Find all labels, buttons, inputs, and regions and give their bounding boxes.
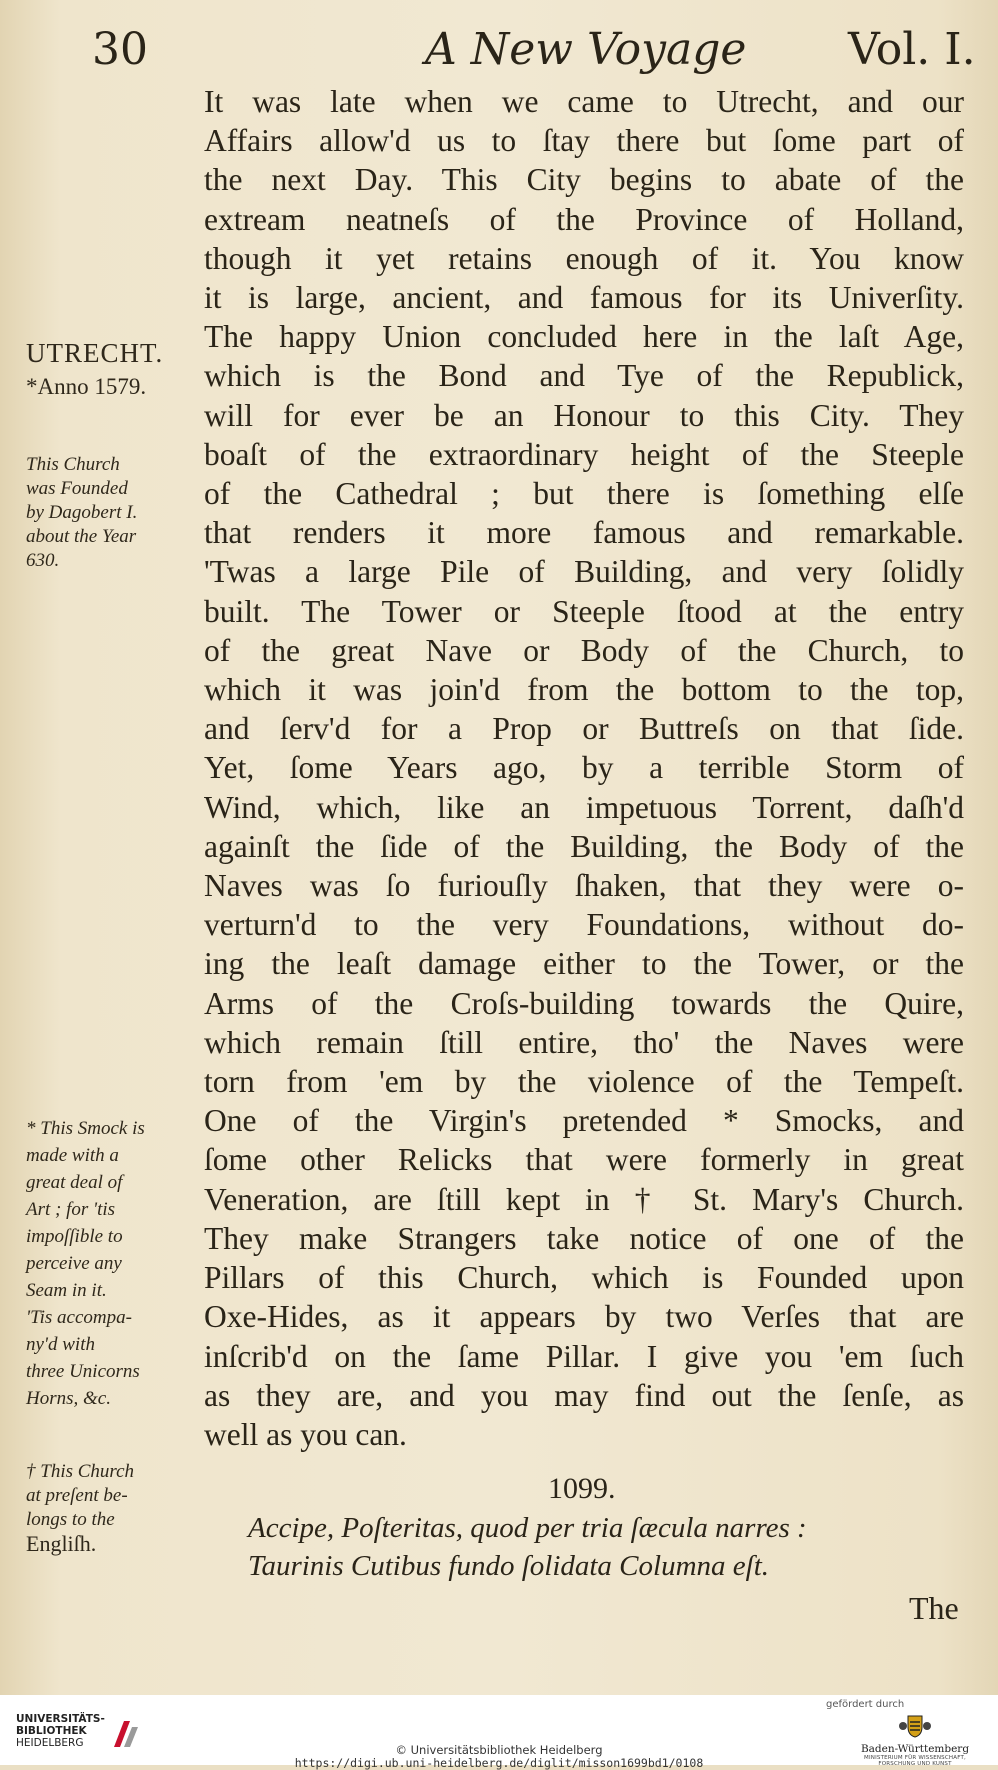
body-line: inſcrib'd on the ſame Pillar. I give you 'em ſuch: [204, 1338, 964, 1374]
permalink-url[interactable]: https://digi.ub.uni-heidelberg.de/diglit/misson1699bd1/0108: [294, 1756, 704, 1770]
margin-line: Horns, &c.: [26, 1388, 111, 1409]
margin-line: was Founded: [26, 478, 128, 499]
body-line: Veneration, are ſtill kept in † St. Mary's Church.: [204, 1181, 964, 1217]
body-line: One of the Virgin's pretended * Smocks, and: [204, 1103, 964, 1139]
logo-line: UNIVERSITÄTS-: [16, 1713, 105, 1725]
margin-note-church-founded: [26, 453, 204, 573]
body-line: of the Cathedral ; but there is ſomething elſe: [204, 476, 964, 512]
verse-line: Accipe, Poſteritas, quod per tria ſæcula narres :: [248, 1512, 807, 1544]
margin-line: longs to the: [26, 1509, 115, 1530]
margin-line: Engliſh.: [26, 1531, 97, 1556]
body-line: that renders it more famous and remarkable.: [204, 515, 964, 551]
logo-line: BIBLIOTHEK: [16, 1725, 87, 1737]
funder-logo[interactable]: [850, 1713, 980, 1767]
margin-line: Art ; for 'tis: [26, 1199, 116, 1220]
viewer-footer: [0, 1695, 998, 1770]
body-line: and ſerv'd for a Prop or Buttreſs on that ſide.: [204, 711, 964, 747]
margin-line: perceive any: [26, 1253, 122, 1274]
body-line: Arms of the Croſs-building towards the Quire,: [204, 985, 964, 1021]
copyright-notice: © Universitätsbibliothek Heidelberg: [395, 1743, 603, 1757]
body-line: Oxe-Hides, as it appears by two Verſes that are: [204, 1299, 964, 1335]
funder-name: Baden-Württemberg: [860, 1743, 970, 1755]
body-line: Naves was ſo furiouſly ſhaken, that they were o-: [204, 868, 964, 904]
margin-line: 630.: [26, 550, 60, 571]
running-title: A New Voyage: [425, 24, 747, 75]
body-line: Wind, which, like an impetuous Torrent, daſh'd: [204, 789, 964, 825]
margin-line: impoſſible to: [26, 1226, 123, 1247]
body-line: ſome other Relicks that were formerly in great: [204, 1142, 964, 1178]
body-line: of the great Nave or Body of the Church, to: [204, 632, 964, 668]
body-line: which remain ſtill entire, tho' the Naves were: [204, 1024, 964, 1060]
margin-line: three Unicorns: [26, 1361, 140, 1382]
body-line: extream neatneſs of the Province of Holland,: [204, 201, 964, 237]
catchword: The: [909, 1590, 959, 1626]
margin-line: at preſent be-: [26, 1485, 128, 1506]
body-line: as they are, and you may find out the ſenſe, as: [204, 1377, 964, 1413]
margin-line: great deal of: [26, 1172, 123, 1193]
body-line: It was late when we came to Utrecht, and our: [204, 84, 964, 119]
body-line: which it was join'd from the bottom to the top,: [204, 672, 964, 708]
margin-line: This Church: [26, 454, 120, 475]
body-line: well as you can.: [204, 1416, 407, 1452]
coat-of-arms-icon: [897, 1713, 933, 1739]
funder-subtitle: MINISTERIUM FÜR WISSENSCHAFT, FORSCHUNG UND KUNST: [864, 1755, 966, 1767]
body-line: verturn'd to the very Foundations, without do-: [204, 907, 964, 943]
body-line: the next Day. This City begins to abate of the: [204, 162, 964, 198]
logo-line: HEIDELBERG: [16, 1737, 84, 1749]
verse-year: 1099.: [548, 1472, 616, 1505]
margin-line: by Dagobert I.: [26, 502, 138, 523]
margin-utrecht: UTRECHT.: [26, 338, 164, 368]
margin-line: about the Year: [26, 526, 137, 547]
volume-label: Vol. I.: [848, 24, 976, 75]
margin-note-smock: [26, 1115, 204, 1412]
body-line: Pillars of this Church, which is Founded upon: [204, 1260, 964, 1296]
body-line: will for ever be an Honour to this City. They: [204, 397, 964, 433]
margin-anno: *Anno 1579.: [26, 374, 147, 399]
body-line: torn from 'em by the violence of the Tempeſt.: [204, 1064, 964, 1100]
body-line: againſt the ſide of the Building, the Body of the: [204, 828, 964, 864]
page-header: [0, 18, 998, 78]
body-line: though it yet retains enough of it. You know: [204, 240, 964, 276]
margin-line: † This Church: [26, 1461, 135, 1482]
verse-line: Taurinis Cutibus fundo ſolidata Columna eſt.: [248, 1550, 770, 1582]
body-line: Affairs allow'd us to ſtay there but ſome part of: [204, 123, 964, 159]
body-line: ing the leaſt damage either to the Tower, or the: [204, 946, 964, 982]
body-line: The happy Union concluded here in the laſt Age,: [204, 319, 964, 355]
body-line: Yet, ſome Years ago, by a terrible Storm of: [204, 750, 964, 786]
body-line: built. The Tower or Steeple ſtood at the entry: [204, 593, 964, 629]
body-text: [204, 82, 964, 1454]
body-line: boaſt of the extraordinary height of the Steeple: [204, 436, 964, 472]
body-line: They make Strangers take notice of one of the: [204, 1220, 964, 1256]
page-number: 30: [92, 24, 148, 75]
margin-line: Seam in it.: [26, 1280, 107, 1301]
margin-line: * This Smock is: [26, 1118, 145, 1139]
margin-line: ny'd with: [26, 1334, 95, 1355]
body-line: which is the Bond and Tye of the Republick,: [204, 358, 964, 394]
body-line: it is large, ancient, and famous for its Univerſity.: [204, 280, 964, 316]
margin-note-english: [26, 1460, 204, 1556]
body-line: 'Twas a large Pile of Building, and very ſolidly: [204, 554, 964, 590]
margin-line: 'Tis accompa-: [26, 1307, 132, 1328]
margin-line: made with a: [26, 1145, 119, 1166]
funded-by-label: gefördert durch: [826, 1699, 905, 1710]
